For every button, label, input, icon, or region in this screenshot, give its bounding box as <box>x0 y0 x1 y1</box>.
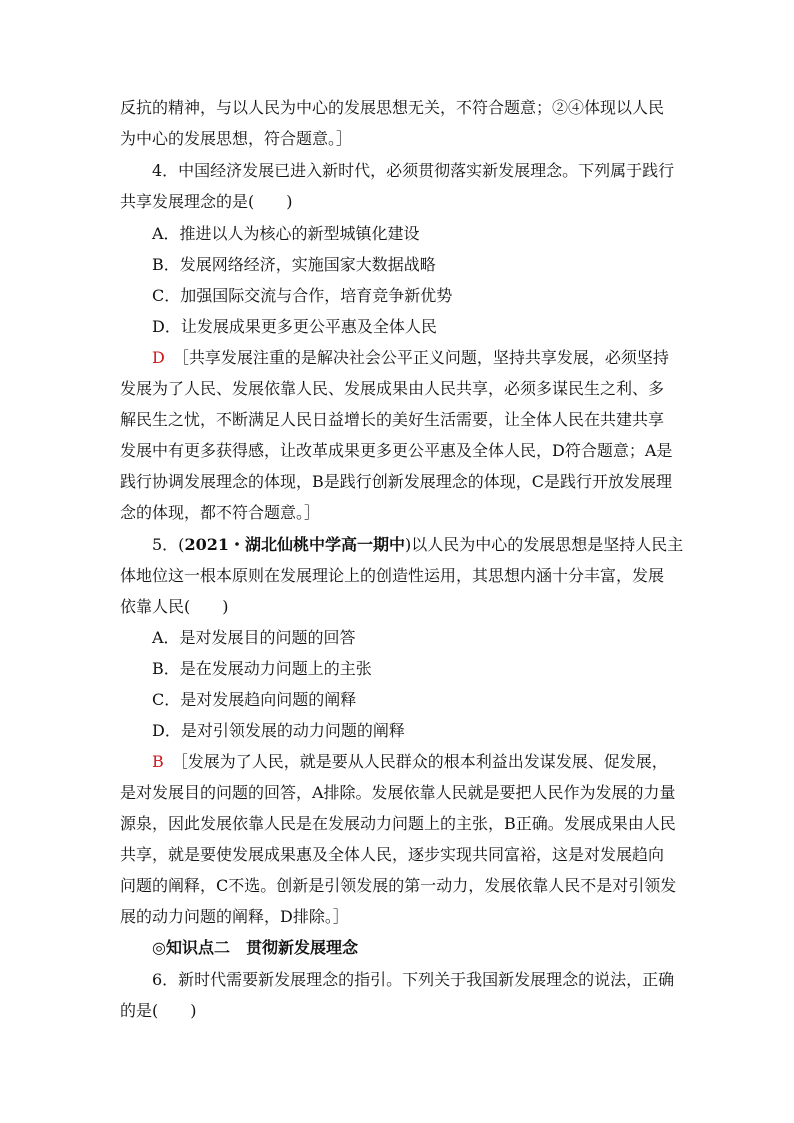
question-4-stem: 4．中国经济发展已进入新时代，必须贯彻落实新发展理念。下列属于践行 <box>152 161 675 180</box>
explanation-text: 共享，就是要使发展成果惠及全体人民，逐步实现共同富裕，这是对发展趋向 <box>120 845 665 864</box>
text-line: 反抗的精神，与以人民为中心的发展思想无关，不符合题意；②④体现以人民 <box>120 98 665 117</box>
explanation-text: 源泉，因此发展依靠人民是在发展动力问题上的主张，B正确。发展成果由人民 <box>120 814 676 833</box>
section-heading: ◎知识点二 贯彻新发展理念 <box>152 938 358 957</box>
explanation-text: 是对发展目的问题的回答，A排除。发展依靠人民就是要把人民作为发展的力量 <box>120 783 676 802</box>
answer-line <box>152 348 669 368</box>
question-5-option-a: A．是对发展目的问题的回答 <box>152 628 356 647</box>
answer-letter: B <box>152 752 164 771</box>
explanation-text: 念的体现，都不符合题意。］ <box>120 503 321 522</box>
question-4-option-a: A．推进以人为核心的新型城镇化建设 <box>152 224 420 243</box>
explanation-text: 问题的阐释，C不选。创新是引领发展的第一动力，发展依靠人民不是对引领发 <box>120 876 677 895</box>
question-4-option-d: D．让发展成果更多更公平惠及全体人民 <box>152 317 437 336</box>
question-5-stem: 体地位这一根本原则在发展理论上的创造性运用，其思想内涵十分丰富，发展 <box>120 566 665 585</box>
question-5-option-c: C．是对发展趋向问题的阐释 <box>152 690 357 709</box>
question-5-option-d: D．是对引领发展的动力问题的阐释 <box>152 721 405 740</box>
question-4-option-b: B．发展网络经济，实施国家大数据战略 <box>152 255 436 274</box>
explanation-text: 发展中有更多获得感，让改革成果更多更公平惠及全体人民，D符合题意；A是 <box>120 441 673 460</box>
explanation-text: ［共享发展注重的是解决社会公平正义问题，坚持共享发展，必须坚持 <box>180 348 669 367</box>
question-4-option-c: C．加强国际交流与合作，培育竞争新优势 <box>152 286 453 305</box>
explanation-text: ［发展为了人民，就是要从人民群众的根本利益出发谋发展、促发展， <box>179 752 668 771</box>
question-6-stem: 6．新时代需要新发展理念的指引。下列关于我国新发展理念的说法，正确 <box>152 970 675 989</box>
question-source: 2021・湖北仙桃中学高一期中 <box>184 535 405 554</box>
text-line: 为中心的发展思想，符合题意。］ <box>120 129 353 148</box>
explanation-text: 发展为了人民、发展依靠人民、发展成果由人民共享，必须多谋民生之利、多 <box>120 379 665 398</box>
explanation-text: 解民生之忧，不断满足人民日益增长的美好生活需要，让全体人民在共建共享 <box>120 410 665 429</box>
explanation-text: 践行协调发展理念的体现，B是践行创新发展理念的体现，C是践行开放发展理 <box>120 472 673 491</box>
question-6-stem: 的是( ) <box>120 1001 197 1020</box>
question-4-stem: 共享发展理念的是( ) <box>120 192 293 211</box>
question-5-option-b: B．是在发展动力问题上的主张 <box>152 659 372 678</box>
answer-letter: D <box>152 348 165 367</box>
answer-line <box>152 752 668 772</box>
question-5-stem: 5．(2021・湖北仙桃中学高一期中)以人民为中心的发展思想是坚持人民主 <box>152 535 684 554</box>
question-5-stem: 依靠人民( ) <box>120 597 229 616</box>
explanation-text: 展的动力问题的阐释，D排除。］ <box>120 907 349 926</box>
